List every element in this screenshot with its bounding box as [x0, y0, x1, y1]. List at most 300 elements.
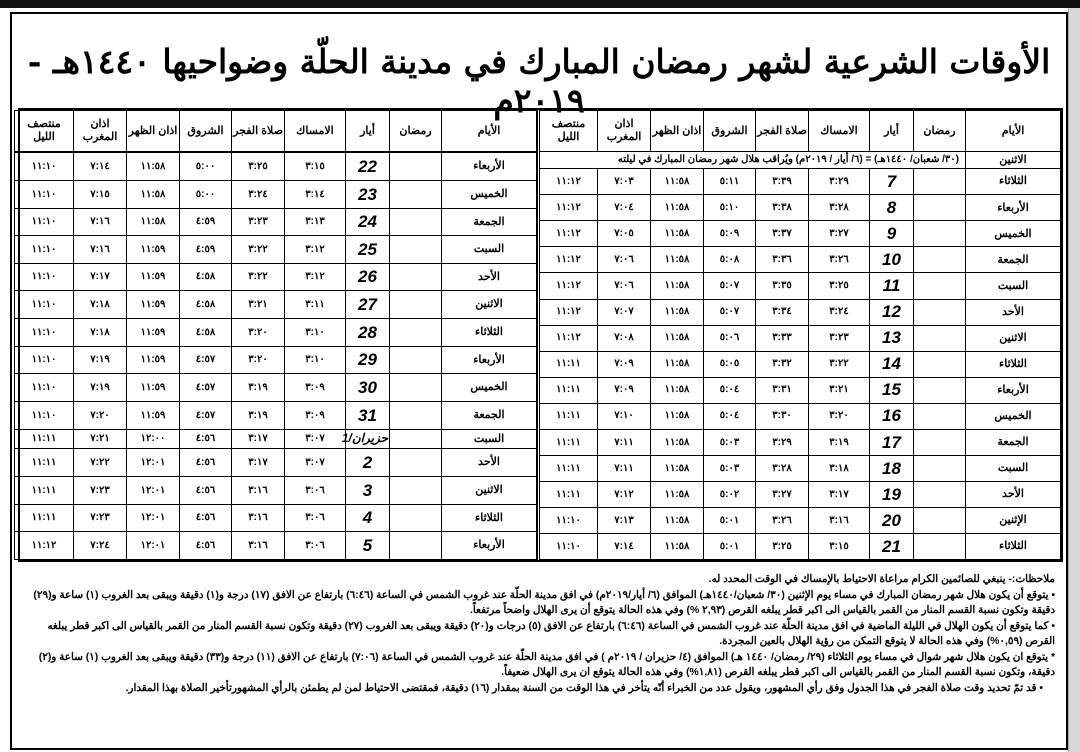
shuruq-cell: ٥:٠٠ — [180, 180, 232, 208]
header-day: الأيام — [442, 111, 537, 152]
ramadan-cell — [914, 169, 966, 195]
imsak-cell: ٣:١٧ — [809, 481, 870, 507]
maghrib-cell: ٧:١٩ — [74, 346, 127, 374]
day-cell: الاثنين — [966, 325, 1061, 351]
ramadan-cell — [390, 401, 442, 429]
midnight-cell: ١١:١١ — [539, 377, 598, 403]
ramadan-cell — [390, 346, 442, 374]
ayar-cell: 24 — [346, 208, 390, 236]
shuruq-cell: ٤:٥٧ — [180, 346, 232, 374]
table-row — [539, 507, 1061, 533]
maghrib-cell: ٧:٠٩ — [598, 377, 651, 403]
table-row — [15, 449, 537, 477]
note-row-text: (٣٠/ شعبان/ ١٤٤٠هـ) = (٦/ أيار / ٢٠١٩م) ويُراقب هلال شهر رمضان المبارك في ليلته — [539, 152, 966, 169]
imsak-cell: ٣:٢٠ — [809, 403, 870, 429]
midnight-cell: ١١:١١ — [15, 477, 74, 505]
table-row — [15, 180, 537, 208]
day-cell: الأربعاء — [442, 153, 537, 181]
table-row — [15, 374, 537, 402]
table-row — [15, 291, 537, 319]
ayar-cell: 3 — [346, 477, 390, 505]
fajr-cell: ٣:٣٨ — [756, 195, 809, 221]
note-fajr: • قد تمّ تحديد وقت صلاة الفجر في هذا الجدول وفق رأي المشهور، ويقول عدد من الخبراء أنّه يتأخر في هذا الوقت من السنة بمقدار (١٦) دقيقة، فمقتضى الاحتياط لمن لم يطمئن بالرأي المشهورتأخير الصلاة بهذا المقدار. — [125, 682, 1043, 694]
midnight-cell: ١١:١٠ — [15, 236, 74, 264]
notes-heading: ملاحظات:- ينبغي للصائمين الكرام مراعاة الاحتياط بالإمساك في الوقت المحدد له. — [708, 574, 1055, 585]
midnight-cell: ١١:١٢ — [15, 532, 74, 560]
left-table — [14, 110, 537, 560]
ayar-cell: 19 — [870, 481, 914, 507]
dhuhr-cell: ١١:٥٨ — [651, 377, 704, 403]
midnight-cell: ١١:١٠ — [15, 401, 74, 429]
dhuhr-cell: ١١:٥٨ — [651, 351, 704, 377]
fajr-cell: ٣:٣٦ — [756, 247, 809, 273]
shuruq-cell: ٤:٥٦ — [180, 532, 232, 560]
shuruq-cell: ٥:٠٧ — [704, 299, 756, 325]
midnight-cell: ١١:١٢ — [539, 195, 598, 221]
shuruq-cell: ٥:٠٧ — [704, 273, 756, 299]
table-row — [539, 273, 1061, 299]
imsak-cell: ٣:٢٧ — [809, 221, 870, 247]
fajr-cell: ٣:١٧ — [232, 429, 285, 449]
day-cell: الخميس — [966, 221, 1061, 247]
fajr-cell: ٣:١٦ — [232, 477, 285, 505]
table-row — [539, 455, 1061, 481]
fajr-cell: ٣:١٩ — [232, 374, 285, 402]
maghrib-cell: ٧:١٢ — [598, 481, 651, 507]
fajr-cell: ٣:٢٣ — [232, 208, 285, 236]
dhuhr-cell: ١١:٥٨ — [651, 429, 704, 455]
maghrib-cell: ٧:٢٢ — [74, 449, 127, 477]
ayar-cell: 10 — [870, 247, 914, 273]
dhuhr-cell: ١١:٥٩ — [127, 346, 180, 374]
shuruq-cell: ٤:٥٦ — [180, 429, 232, 449]
fajr-cell: ٣:٣٧ — [756, 221, 809, 247]
ayar-cell: 22 — [346, 153, 390, 181]
fajr-cell: ٣:١٩ — [232, 401, 285, 429]
day-cell: الاثنين — [442, 477, 537, 505]
ayar-cell: 23 — [346, 180, 390, 208]
dhuhr-cell: ١١:٥٨ — [651, 455, 704, 481]
table-row — [539, 169, 1061, 195]
dhuhr-cell: ١١:٥٨ — [651, 325, 704, 351]
header-fajr: صلاة الفجر — [756, 111, 809, 152]
ayar-cell: 26 — [346, 263, 390, 291]
shuruq-cell: ٥:١١ — [704, 169, 756, 195]
ramadan-cell — [390, 374, 442, 402]
table-row — [539, 533, 1061, 559]
day-cell: الاثنين — [442, 291, 537, 319]
header-shuruq: الشروق — [704, 111, 756, 152]
table-row — [15, 346, 537, 374]
fajr-cell: ٣:٢٥ — [232, 153, 285, 181]
imsak-cell: ٣:١٤ — [285, 180, 346, 208]
day-cell: السبت — [442, 236, 537, 264]
ayar-cell: 18 — [870, 455, 914, 481]
shuruq-cell: ٥:٠٩ — [704, 221, 756, 247]
day-cell: الجمعة — [966, 247, 1061, 273]
table-row — [15, 504, 537, 532]
maghrib-cell: ٧:١٨ — [74, 319, 127, 347]
shuruq-cell: ٤:٥٩ — [180, 236, 232, 264]
dhuhr-cell: ١١:٥٨ — [651, 533, 704, 559]
imsak-cell: ٣:١١ — [285, 291, 346, 319]
imsak-cell: ٣:٢٣ — [809, 325, 870, 351]
dhuhr-cell: ١١:٥٩ — [127, 236, 180, 264]
day-cell: الثلاثاء — [966, 351, 1061, 377]
dhuhr-cell: ١٢:٠١ — [127, 477, 180, 505]
header-ayar: أيار — [346, 111, 390, 152]
midnight-cell: ١١:١٢ — [539, 221, 598, 247]
ramadan-cell — [914, 195, 966, 221]
header-dhuhr: اذان الظهر — [651, 111, 704, 152]
midnight-cell: ١١:١٠ — [15, 153, 74, 181]
document-page — [10, 12, 1068, 750]
imsak-cell: ٣:٢٥ — [809, 273, 870, 299]
day-cell: الإثنين — [966, 507, 1061, 533]
shuruq-cell: ٥:٠٤ — [704, 403, 756, 429]
header-fajr: صلاة الفجر — [232, 111, 285, 152]
imsak-cell: ٣:٢٨ — [809, 195, 870, 221]
maghrib-cell: ٧:١١ — [598, 429, 651, 455]
midnight-cell: ١١:١١ — [539, 351, 598, 377]
ayar-cell: 28 — [346, 319, 390, 347]
day-cell: السبت — [966, 455, 1061, 481]
fajr-cell: ٣:٢٢ — [232, 236, 285, 264]
midnight-cell: ١١:١٠ — [15, 346, 74, 374]
ramadan-cell — [914, 299, 966, 325]
ramadan-cell — [390, 449, 442, 477]
table-row — [15, 263, 537, 291]
shuruq-cell: ٥:٠٥ — [704, 351, 756, 377]
day-cell: الجمعة — [442, 401, 537, 429]
fajr-cell: ٣:١٦ — [232, 532, 285, 560]
ayar-cell: 29 — [346, 346, 390, 374]
shuruq-cell: ٤:٥٧ — [180, 374, 232, 402]
header-ramadan: رمضان — [914, 111, 966, 152]
header-midnight: منتصف الليل — [15, 111, 74, 152]
ayar-cell: 21 — [870, 533, 914, 559]
imsak-cell: ٣:١٦ — [809, 507, 870, 533]
ayar-cell: 16 — [870, 403, 914, 429]
maghrib-cell: ٧:١٥ — [74, 180, 127, 208]
shuruq-cell: ٤:٥٨ — [180, 319, 232, 347]
ayar-cell: 30 — [346, 374, 390, 402]
dhuhr-cell: ١١:٥٨ — [651, 403, 704, 429]
dhuhr-cell: ١١:٥٨ — [651, 247, 704, 273]
table-row — [15, 477, 537, 505]
imsak-cell: ٣:٠٧ — [285, 449, 346, 477]
maghrib-cell: ٧:٠٥ — [598, 221, 651, 247]
note-previous-night: • كما يتوقع أن يكون الهلال في الليلة الماضية في افق مدينة الحلّة عند غروب الشمس في الساعة (٦:٤٦) بارتفاع عن الافق (٥) درجات و(٢٠) دقيقة ويبقى بعد الغروب (٢٧) دقيقة وتكون نسبة القسم المنار من القمر بالقياس الى اكبر قطر يبلغه القرص (٠,٥٩%) وفي هذه الحالة لا يتوقع التمكن من رؤية الهلال بالعين المجردة. — [47, 620, 1055, 647]
day-cell: الخميس — [966, 403, 1061, 429]
header-dhuhr: اذان الظهر — [127, 111, 180, 152]
midnight-cell: ١١:١٢ — [539, 273, 598, 299]
maghrib-cell: ٧:١٤ — [598, 533, 651, 559]
fajr-cell: ٣:٣٥ — [756, 273, 809, 299]
table-row — [15, 429, 537, 449]
ayar-cell: 11 — [870, 273, 914, 299]
day-cell: الأربعاء — [442, 346, 537, 374]
shuruq-cell: ٥:١٠ — [704, 195, 756, 221]
day-cell: الأحد — [966, 481, 1061, 507]
day-cell: الخميس — [442, 180, 537, 208]
imsak-cell: ٣:١٠ — [285, 319, 346, 347]
dhuhr-cell: ١٢:٠١ — [127, 504, 180, 532]
note-shawwal-crescent: * يتوقع ان يكون هلال شهر شوال في مساء يوم الثلاثاء (٢٩/ رمضان/ ١٤٤٠ هـ) الموافق (٤/ حزيران / ٢٠١٩م ) في افق مدينة الحلّة عند غروب الشمس في الساعة (٧:٠٦) بارتفاع عن الافق (١١) درجة و(٣٣) دقيقة ويبقى بعد الغروب (١) ساعة و(٢) دقيقة، وتكون نسبة القسم المنار من القمر بالقياس الى اكبر قطر يبلغه القرص (١,٨١%) وفي هذه الحالة يتوقع ان يرى الهلال ضعيفاً. — [38, 651, 1055, 678]
day-cell: الثلاثاء — [442, 504, 537, 532]
table-row — [15, 153, 537, 181]
midnight-cell: ١١:١١ — [15, 504, 74, 532]
maghrib-cell: ٧:٠٤ — [598, 195, 651, 221]
table-row — [539, 429, 1061, 455]
dhuhr-cell: ١١:٥٨ — [651, 507, 704, 533]
day-cell: السبت — [966, 273, 1061, 299]
day-cell: الثلاثاء — [966, 533, 1061, 559]
dhuhr-cell: ١٢:٠١ — [127, 532, 180, 560]
maghrib-cell: ٧:٠٦ — [598, 273, 651, 299]
dhuhr-cell: ١١:٥٨ — [651, 195, 704, 221]
imsak-cell: ٣:٠٩ — [285, 401, 346, 429]
midnight-cell: ١١:١٠ — [15, 319, 74, 347]
header-row — [15, 111, 537, 152]
fajr-cell: ٣:٣٠ — [756, 403, 809, 429]
imsak-cell: ٣:٠٦ — [285, 477, 346, 505]
ramadan-cell — [390, 180, 442, 208]
header-midnight: منتصف الليل — [539, 111, 598, 152]
maghrib-cell: ٧:٢٠ — [74, 401, 127, 429]
shuruq-cell: ٤:٥٨ — [180, 263, 232, 291]
dhuhr-cell: ١١:٥٩ — [127, 401, 180, 429]
imsak-cell: ٣:٠٧ — [285, 429, 346, 449]
dhuhr-cell: ١١:٥٨ — [651, 221, 704, 247]
ramadan-cell — [914, 273, 966, 299]
table-row — [15, 208, 537, 236]
dhuhr-cell: ١١:٥٩ — [127, 319, 180, 347]
fajr-cell: ٣:٣٤ — [756, 299, 809, 325]
ramadan-cell — [914, 325, 966, 351]
shuruq-cell: ٥:٠٤ — [704, 377, 756, 403]
midnight-cell: ١١:١٠ — [15, 208, 74, 236]
ramadan-cell — [390, 532, 442, 560]
dhuhr-cell: ١٢:٠٠ — [127, 429, 180, 449]
shuruq-cell: ٤:٥٦ — [180, 504, 232, 532]
maghrib-cell: ٧:٢٣ — [74, 504, 127, 532]
imsak-cell: ٣:٠٦ — [285, 504, 346, 532]
ramadan-cell — [914, 247, 966, 273]
fajr-cell: ٣:١٦ — [232, 504, 285, 532]
note-row — [539, 152, 1061, 169]
ayar-cell: 5 — [346, 532, 390, 560]
day-cell: الجمعة — [442, 208, 537, 236]
ramadan-cell — [390, 429, 442, 449]
prayer-times-tables — [18, 108, 1063, 562]
top-bar — [0, 0, 1080, 8]
imsak-cell: ٣:٢٦ — [809, 247, 870, 273]
ayar-cell: 7 — [870, 169, 914, 195]
fajr-cell: ٣:٢٤ — [232, 180, 285, 208]
scrollbar[interactable] — [1068, 8, 1080, 752]
fajr-cell: ٣:٢٦ — [756, 507, 809, 533]
dhuhr-cell: ١١:٥٩ — [127, 263, 180, 291]
midnight-cell: ١١:١٠ — [15, 263, 74, 291]
ramadan-cell — [390, 504, 442, 532]
fajr-cell: ٣:٢٩ — [756, 429, 809, 455]
maghrib-cell: ٧:٠٩ — [598, 351, 651, 377]
midnight-cell: ١١:١١ — [15, 449, 74, 477]
fajr-cell: ٣:٢٢ — [232, 263, 285, 291]
ayar-cell: 14 — [870, 351, 914, 377]
ayar-cell: 25 — [346, 236, 390, 264]
ramadan-cell — [390, 153, 442, 181]
fajr-cell: ٣:١٧ — [232, 449, 285, 477]
maghrib-cell: ٧:٢٣ — [74, 477, 127, 505]
midnight-cell: ١١:١٢ — [539, 325, 598, 351]
fajr-cell: ٣:٢١ — [232, 291, 285, 319]
imsak-cell: ٣:١٩ — [809, 429, 870, 455]
ramadan-cell — [914, 533, 966, 559]
ayar-cell: 9 — [870, 221, 914, 247]
dhuhr-cell: ١١:٥٨ — [651, 299, 704, 325]
ramadan-cell — [390, 477, 442, 505]
dhuhr-cell: ١١:٥٨ — [127, 180, 180, 208]
ramadan-cell — [390, 236, 442, 264]
ayar-cell: 13 — [870, 325, 914, 351]
midnight-cell: ١١:١٠ — [539, 507, 598, 533]
ayar-cell: 8 — [870, 195, 914, 221]
shuruq-cell: ٤:٥٨ — [180, 291, 232, 319]
midnight-cell: ١١:١٢ — [539, 299, 598, 325]
shuruq-cell: ٥:٠٠ — [180, 153, 232, 181]
right-table — [537, 110, 1061, 560]
fajr-cell: ٣:٣٣ — [756, 325, 809, 351]
maghrib-cell: ٧:١٨ — [74, 291, 127, 319]
fajr-cell: ٣:٣٩ — [756, 169, 809, 195]
imsak-cell: ٣:١٢ — [285, 263, 346, 291]
midnight-cell: ١١:١٢ — [539, 247, 598, 273]
shuruq-cell: ٥:٠٣ — [704, 429, 756, 455]
shuruq-cell: ٥:٠٦ — [704, 325, 756, 351]
header-ramadan: رمضان — [390, 111, 442, 152]
imsak-cell: ٣:٢١ — [809, 377, 870, 403]
header-day: الأيام — [966, 111, 1061, 152]
day-cell: الأربعاء — [966, 195, 1061, 221]
ayar-cell: 15 — [870, 377, 914, 403]
ramadan-cell — [390, 208, 442, 236]
maghrib-cell: ٧:١٠ — [598, 403, 651, 429]
ramadan-cell — [390, 263, 442, 291]
fajr-cell: ٣:٣١ — [756, 377, 809, 403]
maghrib-cell: ٧:١٦ — [74, 208, 127, 236]
day-cell: الثلاثاء — [442, 319, 537, 347]
maghrib-cell: ٧:١٦ — [74, 236, 127, 264]
imsak-cell: ٣:١٣ — [285, 208, 346, 236]
table-row — [15, 401, 537, 429]
table-row — [15, 532, 537, 560]
dhuhr-cell: ١١:٥٨ — [127, 208, 180, 236]
table-row — [15, 319, 537, 347]
note-ramadan-crescent: • يتوقع أن يكون هلال شهر رمضان المبارك في مساء يوم الإثنين (٣٠/ شعبان/١٤٤٠هـ) الموافق (٦/ أيار/٢٠١٩م) في افق مدينة الحلّة عند غروب الشمس في الساعة (٦:٤٦) بارتفاع عن الافق (١٧) درجة و(١) دقيقة ويبقى بعد الغروب (١) ساعة و(٢٩) دقيقة وتكون نسبة القسم المنار من القمر بالقياس الى اكبر قطر يبلغه القرص (٢,٩٣ %) وفي هذه الحالة يتوقع أن يرى الهلال واضحاً مرتفعاً. — [33, 589, 1055, 616]
ayar-cell: 4 — [346, 504, 390, 532]
maghrib-cell: ٧:١٣ — [598, 507, 651, 533]
ramadan-cell — [914, 403, 966, 429]
table-row — [539, 351, 1061, 377]
midnight-cell: ١١:١١ — [539, 403, 598, 429]
ayar-cell: حزيران/1 — [346, 429, 390, 449]
midnight-cell: ١١:١٠ — [15, 291, 74, 319]
header-ayar: أيار — [870, 111, 914, 152]
dhuhr-cell: ١١:٥٨ — [127, 153, 180, 181]
midnight-cell: ١١:١١ — [539, 481, 598, 507]
fajr-cell: ٣:٢٠ — [232, 319, 285, 347]
ayar-cell: 17 — [870, 429, 914, 455]
notes-section — [18, 566, 1063, 746]
maghrib-cell: ٧:٢٤ — [74, 532, 127, 560]
header-imsak: الامساك — [285, 111, 346, 152]
header-shuruq: الشروق — [180, 111, 232, 152]
day-cell: الخميس — [442, 374, 537, 402]
dhuhr-cell: ١١:٥٨ — [651, 169, 704, 195]
header-maghrib: اذان المغرب — [74, 111, 127, 152]
fajr-cell: ٣:٢٥ — [756, 533, 809, 559]
dhuhr-cell: ١١:٥٩ — [127, 291, 180, 319]
ramadan-cell — [914, 481, 966, 507]
day-cell: الأحد — [442, 263, 537, 291]
ayar-cell: 12 — [870, 299, 914, 325]
table-row — [539, 299, 1061, 325]
midnight-cell: ١١:١٠ — [15, 374, 74, 402]
ramadan-cell — [390, 291, 442, 319]
maghrib-cell: ٧:١١ — [598, 455, 651, 481]
imsak-cell: ٣:١٨ — [809, 455, 870, 481]
maghrib-cell: ٧:٠٨ — [598, 325, 651, 351]
table-row — [539, 377, 1061, 403]
ramadan-cell — [914, 377, 966, 403]
dhuhr-cell: ١١:٥٩ — [127, 374, 180, 402]
ramadan-cell — [914, 221, 966, 247]
table-row — [539, 403, 1061, 429]
ramadan-cell — [390, 319, 442, 347]
maghrib-cell: ٧:٠٣ — [598, 169, 651, 195]
day-cell: الاثنين — [966, 152, 1061, 169]
shuruq-cell: ٤:٥٦ — [180, 477, 232, 505]
fajr-cell: ٣:٢٨ — [756, 455, 809, 481]
midnight-cell: ١١:١٢ — [539, 169, 598, 195]
page-title: الأوقات الشرعية لشهر رمضان المبارك في مدينة الحلّة وضواحيها ١٤٤٠هـ - ٢٠١٩م — [27, 42, 1051, 120]
maghrib-cell: ٧:٠٧ — [598, 299, 651, 325]
day-cell: الأحد — [966, 299, 1061, 325]
table-row — [539, 325, 1061, 351]
ramadan-cell — [914, 507, 966, 533]
midnight-cell: ١١:١٠ — [15, 180, 74, 208]
day-cell: الأربعاء — [966, 377, 1061, 403]
shuruq-cell: ٥:٠٣ — [704, 455, 756, 481]
table-row — [539, 221, 1061, 247]
day-cell: الثلاثاء — [966, 169, 1061, 195]
dhuhr-cell: ١١:٥٨ — [651, 481, 704, 507]
imsak-cell: ٣:١٢ — [285, 236, 346, 264]
midnight-cell: ١١:١١ — [539, 429, 598, 455]
ayar-cell: 31 — [346, 401, 390, 429]
midnight-cell: ١١:١١ — [539, 455, 598, 481]
ramadan-cell — [914, 429, 966, 455]
midnight-cell: ١١:١٠ — [539, 533, 598, 559]
table-row — [539, 481, 1061, 507]
fajr-cell: ٣:٣٢ — [756, 351, 809, 377]
header-imsak: الامساك — [809, 111, 870, 152]
ayar-cell: 2 — [346, 449, 390, 477]
day-cell: السبت — [442, 429, 537, 449]
header-row — [539, 111, 1061, 152]
